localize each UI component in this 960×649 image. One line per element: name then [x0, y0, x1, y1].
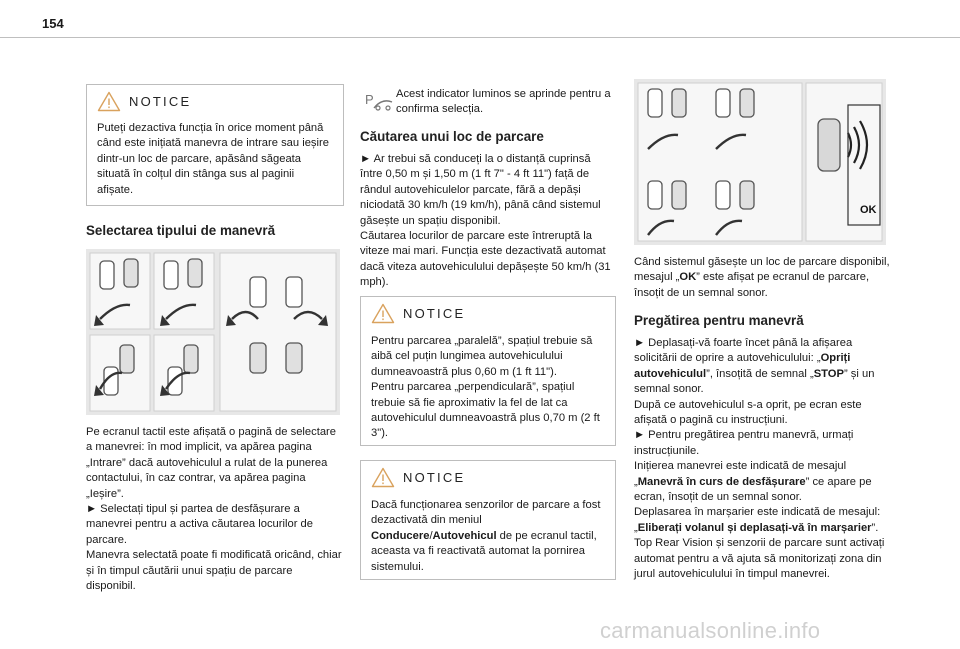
- notice-title: NOTICE: [403, 306, 466, 321]
- warning-icon: [371, 303, 395, 324]
- notice-box-2: [360, 296, 616, 446]
- warning-icon: [371, 467, 395, 488]
- text-run: ” este afișat pe ecranul de parcare, însoțit de un semnal sonor.: [634, 271, 870, 299]
- section-heading-search: Căutarea unui loc de parcare: [360, 129, 544, 144]
- warning-icon: [97, 91, 121, 112]
- section-heading-preparation: Pregătirea pentru manevră: [634, 313, 804, 328]
- text-run: ”.: [871, 521, 879, 534]
- paragraph: ► Ar trebui să conduceți la o distanță cuprinsă între 0,50 m și 1,50 m (1 ft 7" - 4 ft 11") față de rândul autovehiculelor parcate, fără a depăși niciodată 30 km/h (19 km/h), până când sistemul găsește un spațiu disponibil.: [360, 153, 601, 227]
- page-number: 154: [42, 16, 64, 31]
- paragraph: Manevra selectată poate fi modificată oricând, chiar și în timpul căutării unui spațiu de parcare disponibil.: [86, 549, 342, 593]
- notice-text: [371, 498, 607, 575]
- notice-text: [371, 334, 607, 442]
- text-run: ” și un semnal sonor.: [634, 367, 875, 396]
- paragraph: După ce autovehiculul s-a oprit, pe ecran este afișată o pagină cu instrucțiuni.: [634, 398, 862, 427]
- paragraph: Pe ecranul tactil este afișată o pagină de selectare a manevrei: în mod implicit, va apărea pagina „Intrare” dacă autovehiculul a rulat de la punerea contactului, în caz contrar, va apărea pagina „Ieșire”.: [86, 426, 337, 500]
- body-text-col3: [634, 336, 890, 583]
- header-rule: [0, 37, 960, 38]
- text-run: ” ce apare pe ecran, însoțit de un semnal sonor.: [634, 475, 872, 504]
- indicator-text: Acest indicator luminos se aprinde pentru a confirma selecția.: [396, 88, 611, 116]
- text-run: /: [429, 529, 433, 542]
- text-run: de pe ecranul tactil, aceasta va fi reactivată automat la pornirea sistemului.: [371, 529, 597, 573]
- paragraph: [634, 505, 890, 536]
- svg-text:P: P: [365, 92, 374, 107]
- text-run: Când sistemul găsește un loc de parcare disponibil, mesajul „: [634, 256, 890, 284]
- text-run: ► Deplasați-vă foarte încet până la afișarea solicitării de oprire a autovehiculului: „: [634, 337, 853, 365]
- notice-box-3: [360, 460, 616, 580]
- paragraph: Pentru parcarea „paralelă”, spațiul trebuie să aibă cel puțin lungimea autovehiculului dumneavoastră plus 0,60 m (1 ft 11").: [371, 335, 593, 378]
- body-text-col2: [360, 152, 616, 291]
- stop-vehicle-message: Opriți autovehiculul: [634, 352, 851, 380]
- paragraph: Pentru parcarea „perpendiculară”, spațiul trebuie să fie aproximativ la fel de lat ca autovehiculul dumneavoastră plus 0,70 m (2 ft 3").: [371, 381, 600, 440]
- ok-label: OK: [860, 204, 877, 216]
- text-run: Inițierea manevrei este indicată de mesajul „: [634, 460, 847, 488]
- paragraph: Căutarea locurilor de parcare este întreruptă la viteze mai mari. Funcția este dezactivată automat dacă viteza autovehiculului depășește 50 km/h (31 mph).: [360, 230, 611, 289]
- maneuver-selection-figure: [86, 249, 340, 415]
- notice-text: Puteți dezactiva funcția în orice moment până când este inițiată manevra de intrare sau ieșire dintr-un loc de parcare, apăsând săgeata situată în colțul din stânga sus al paginii afișate.: [97, 122, 329, 196]
- ok-message: OK: [679, 271, 697, 284]
- notice-title: NOTICE: [403, 470, 466, 485]
- parking-found-figure: [634, 79, 886, 245]
- paragraph: [634, 459, 890, 505]
- watermark: carmanualsonline.info: [600, 618, 821, 643]
- section-heading-maneuver-type: Selectarea tipului de manevră: [86, 223, 276, 238]
- paragraph: [634, 336, 890, 398]
- paragraph: ► Selectați tipul și partea de desfășurare a manevrei pentru a activa căutarea locurilor de parcare.: [86, 503, 313, 546]
- text-run: ”, însoțită de semnal „: [706, 367, 814, 380]
- text-run: Dacă funcționarea senzorilor de parcare a fost dezactivată din meniul: [371, 499, 601, 527]
- parking-indicator-icon: [364, 90, 394, 112]
- menu-name: Autovehicul: [432, 529, 497, 542]
- paragraph: Top Rear Vision și senzorii de parcare sunt activați automat pentru a vă ajuta să monitorizați zona din jurul autovehiculului în timpul manevrei.: [634, 537, 885, 581]
- paragraph: ► Pentru pregătirea pentru manevră, urmați instrucțiunile.: [634, 429, 854, 457]
- stop-signal: STOP: [813, 367, 844, 380]
- figure-caption: [634, 255, 890, 301]
- maneuver-message: Manevră în curs de desfășurare: [637, 475, 806, 488]
- notice-title: NOTICE: [129, 94, 192, 109]
- notice-box-1: [86, 84, 344, 206]
- menu-name: Conducere: [371, 529, 430, 542]
- reverse-message: Eliberați volanul și deplasați-vă în marșarier: [637, 521, 872, 534]
- body-text-col1: [86, 425, 344, 594]
- text-run: Deplasarea în marșarier este indicată de mesajul: „: [634, 506, 881, 534]
